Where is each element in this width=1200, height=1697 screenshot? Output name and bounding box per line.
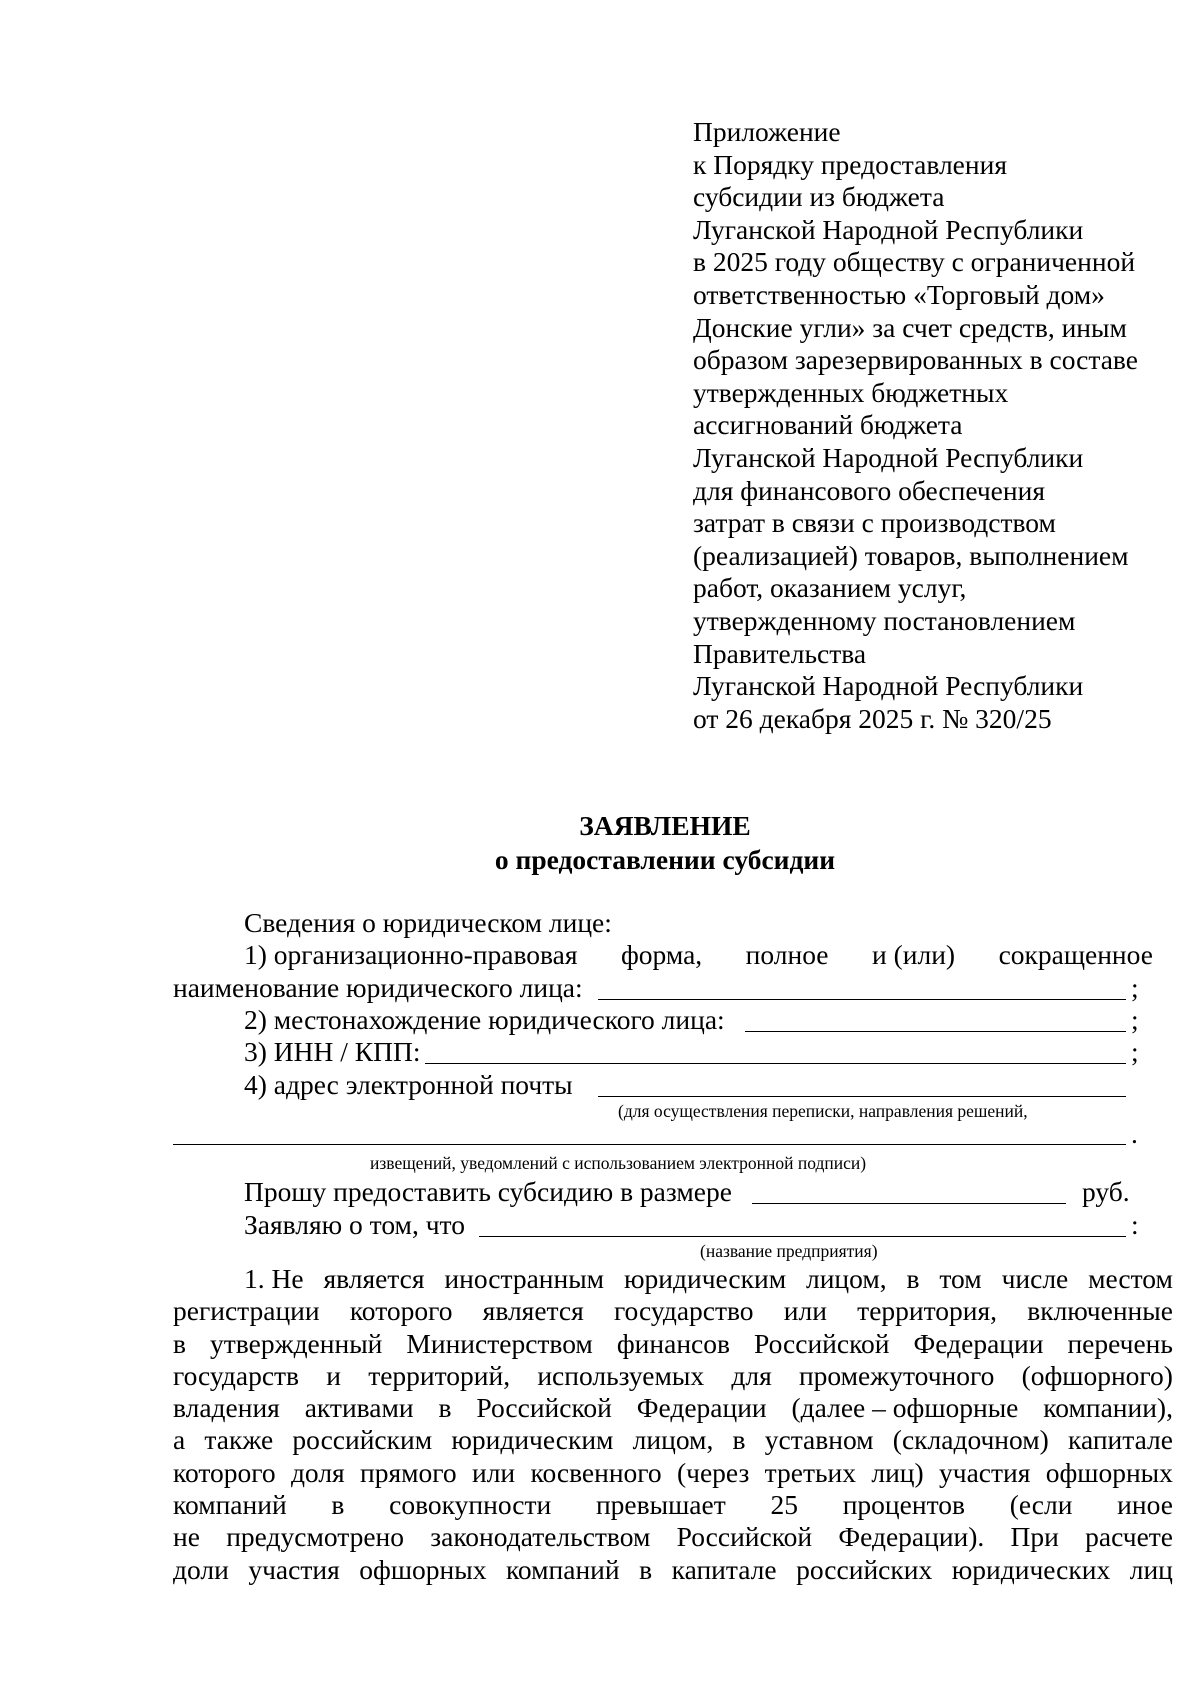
appendix-line: Луганской Народной Республики: [693, 213, 1084, 245]
clause-word: юридическим: [451, 1424, 614, 1456]
document-subtitle: о предоставлении субсидии: [494, 844, 836, 875]
appendix-line: Луганской Народной Республики: [693, 441, 1084, 473]
clause-line: [173, 1457, 1173, 1489]
clause-word: не: [173, 1521, 200, 1553]
item2-label: 2) местонахождение юридического лица:: [244, 1004, 725, 1035]
item1-word: полное: [745, 939, 829, 970]
appendix-line: Донские угли» за счет средств, иным: [693, 311, 1127, 343]
clause-word: третьих: [764, 1456, 857, 1488]
clause-word: которого: [173, 1456, 276, 1488]
item4-label: 4) адрес электронной почты: [244, 1069, 573, 1100]
appendix-line: в 2025 году обществу с ограниченной: [693, 246, 1136, 278]
clause-word: или: [471, 1456, 516, 1488]
clause-word: или: [783, 1295, 827, 1327]
clause-word: территория,: [857, 1295, 998, 1327]
clause-word: иностранным: [444, 1263, 605, 1294]
clause-line: [173, 1554, 1173, 1586]
clause-word: (офшорного): [1021, 1359, 1173, 1391]
clause-word: Федерации: [913, 1327, 1044, 1359]
clause-word: перечень: [1067, 1327, 1173, 1359]
company-name-hint: (название предприятия): [700, 1241, 878, 1261]
clause-word: также: [204, 1424, 274, 1456]
appendix-line: для финансового обеспечения: [693, 474, 1045, 506]
clause-word: в: [906, 1263, 920, 1294]
appendix-line: (реализацией) товаров, выполнением: [693, 539, 1129, 571]
clause-word: в: [732, 1424, 746, 1456]
clause-word: а: [173, 1424, 186, 1456]
clause-word: компаний: [173, 1489, 287, 1521]
clause-word: является: [482, 1295, 584, 1327]
clause-word: лиц): [871, 1456, 924, 1488]
clause-word: используемых: [537, 1359, 705, 1391]
clause-word: участия: [939, 1456, 1031, 1488]
clause-1: [173, 1263, 1173, 1586]
clause-word: 1. Не: [244, 1263, 304, 1294]
clause-word: законодательством: [430, 1521, 651, 1553]
clause-word: Федерации).: [838, 1521, 985, 1553]
inn-kpp-field[interactable]: [425, 1063, 1126, 1064]
clause-word: косвенного: [530, 1456, 662, 1488]
clause-word: (через: [676, 1456, 750, 1488]
clause-word: Министерством: [406, 1327, 593, 1359]
clause-word: в: [173, 1327, 186, 1359]
appendix-line: субсидии из бюджета: [693, 181, 945, 213]
email-field[interactable]: [598, 1096, 1126, 1097]
clause-word: совокупности: [389, 1489, 552, 1521]
clause-word: государств: [173, 1359, 300, 1391]
clause-word: Федерации: [636, 1392, 767, 1424]
clause-word: финансов: [616, 1327, 730, 1359]
clause-line: [173, 1360, 1173, 1392]
email-purpose-field[interactable]: [173, 1144, 1126, 1145]
clause-word: уставном: [764, 1424, 874, 1456]
clause-word: Российской: [476, 1392, 612, 1424]
clause-word: лицом,: [632, 1424, 714, 1456]
clause-word: Российской: [676, 1521, 813, 1553]
appendix-line: утвержденных бюджетных: [693, 376, 1009, 408]
item2-semicolon: ;: [1131, 1004, 1139, 1035]
clause-word: владения: [173, 1392, 280, 1424]
clause-word: юридическим: [623, 1263, 787, 1294]
clause-word: утвержденный: [210, 1327, 383, 1359]
clause-word: регистрации: [173, 1295, 320, 1327]
clause-word: (далее – офшорные: [791, 1392, 1019, 1424]
clause-word: лицом,: [805, 1263, 887, 1294]
clause-line: [173, 1521, 1173, 1553]
clause-word: местом: [1088, 1263, 1173, 1294]
clause-word: активами: [304, 1392, 414, 1424]
clause-word: доли: [173, 1553, 229, 1585]
location-field[interactable]: [745, 1031, 1126, 1032]
item1-word: 1) организационно-правовая: [244, 939, 578, 970]
appendix-line: от 26 декабря 2025 г. № 320/25: [693, 702, 1052, 734]
clause-word: лиц: [1129, 1553, 1173, 1585]
appendix-line: работ, оказанием услуг,: [693, 572, 967, 604]
item3-label: 3) ИНН / КПП:: [244, 1036, 421, 1067]
item1-word: и (или): [872, 939, 956, 970]
item1-semicolon: ;: [1131, 972, 1139, 1003]
appendix-line: Приложение: [693, 116, 841, 147]
clause-line: [173, 1295, 1173, 1327]
clause-line: [173, 1392, 1173, 1424]
item1-first-line: [244, 939, 1153, 971]
clause-word: и: [326, 1359, 341, 1391]
item3-semicolon: ;: [1131, 1036, 1139, 1067]
clause-word: компаний: [505, 1553, 620, 1585]
clause-word: капитале: [1068, 1424, 1173, 1456]
clause-word: предусмотрено: [226, 1521, 405, 1553]
email-hint-2: извещений, уведомлений с использованием электронной подписи): [370, 1153, 867, 1173]
item4-period: .: [1131, 1118, 1138, 1149]
clause-word: в: [438, 1392, 452, 1424]
clause-word: государство: [613, 1295, 754, 1327]
clause-word: 25: [770, 1489, 798, 1521]
subsidy-amount-field[interactable]: [752, 1203, 1066, 1204]
clause-word: превышает: [595, 1489, 726, 1521]
appendix-line: Луганской Народной Республики: [693, 670, 1084, 702]
clause-line: [173, 1489, 1173, 1521]
clause-word: процентов: [842, 1489, 965, 1521]
clause-word: иное: [1117, 1489, 1173, 1521]
item1-label: наименование юридического лица:: [173, 972, 583, 1003]
appendix-line: ответственностью «Торговый дом»: [693, 278, 1105, 310]
clause-word: включенные: [1027, 1295, 1173, 1327]
legal-entity-intro: Сведения о юридическом лице:: [244, 907, 612, 938]
declare-colon: :: [1131, 1209, 1139, 1240]
clause-word: в: [639, 1553, 653, 1585]
clause-line: [244, 1263, 1173, 1295]
clause-word: российских: [796, 1553, 933, 1585]
clause-word: компании),: [1043, 1392, 1173, 1424]
appendix-line: затрат в связи с производством: [693, 507, 1056, 539]
appendix-line: к Порядку предоставления: [693, 148, 1007, 180]
email-hint-1: (для осуществления переписки, направления решений,: [618, 1101, 1028, 1121]
clause-word: При: [1010, 1521, 1059, 1553]
document-title: ЗАЯВЛЕНИЕ: [579, 810, 751, 841]
declare-label: Заявляю о том, что: [244, 1209, 465, 1240]
clause-word: участия: [248, 1553, 340, 1585]
item1-word: сокращенное: [998, 939, 1153, 970]
clause-word: является: [323, 1263, 425, 1294]
item1-word: форма,: [620, 939, 703, 970]
clause-word: Российской: [754, 1327, 890, 1359]
clause-word: числе: [1001, 1263, 1069, 1294]
clause-word: офшорных: [1045, 1456, 1173, 1488]
clause-word: капитале: [671, 1553, 777, 1585]
clause-word: (складочном): [892, 1424, 1049, 1456]
clause-word: российским: [292, 1424, 433, 1456]
clause-line: [173, 1328, 1173, 1360]
clause-line: [173, 1424, 1173, 1456]
clause-word: промежуточного: [798, 1359, 995, 1391]
clause-word: прямого: [360, 1456, 457, 1488]
clause-word: территорий,: [368, 1359, 511, 1391]
clause-word: доля: [290, 1456, 345, 1488]
clause-word: том: [939, 1263, 982, 1294]
appendix-line: Правительства: [693, 637, 867, 669]
appendix-line: ассигнований бюджета: [693, 409, 963, 441]
appendix-block: [693, 116, 1173, 735]
entity-name-field[interactable]: [598, 999, 1126, 1000]
clause-word: для: [731, 1359, 772, 1391]
subsidy-unit: руб.: [1082, 1176, 1130, 1207]
subsidy-request-label: Прошу предоставить субсидию в размере: [244, 1176, 732, 1207]
appendix-line: образом зарезервированных в составе: [693, 344, 1138, 376]
clause-word: расчете: [1085, 1521, 1173, 1553]
clause-word: которого: [349, 1295, 453, 1327]
clause-word: офшорных: [359, 1553, 487, 1585]
clause-word: в: [331, 1489, 345, 1521]
clause-word: (если: [1009, 1489, 1073, 1521]
appendix-line: утвержденному постановлением: [693, 604, 1076, 636]
company-name-field[interactable]: [479, 1236, 1126, 1237]
clause-word: юридических: [951, 1553, 1111, 1585]
